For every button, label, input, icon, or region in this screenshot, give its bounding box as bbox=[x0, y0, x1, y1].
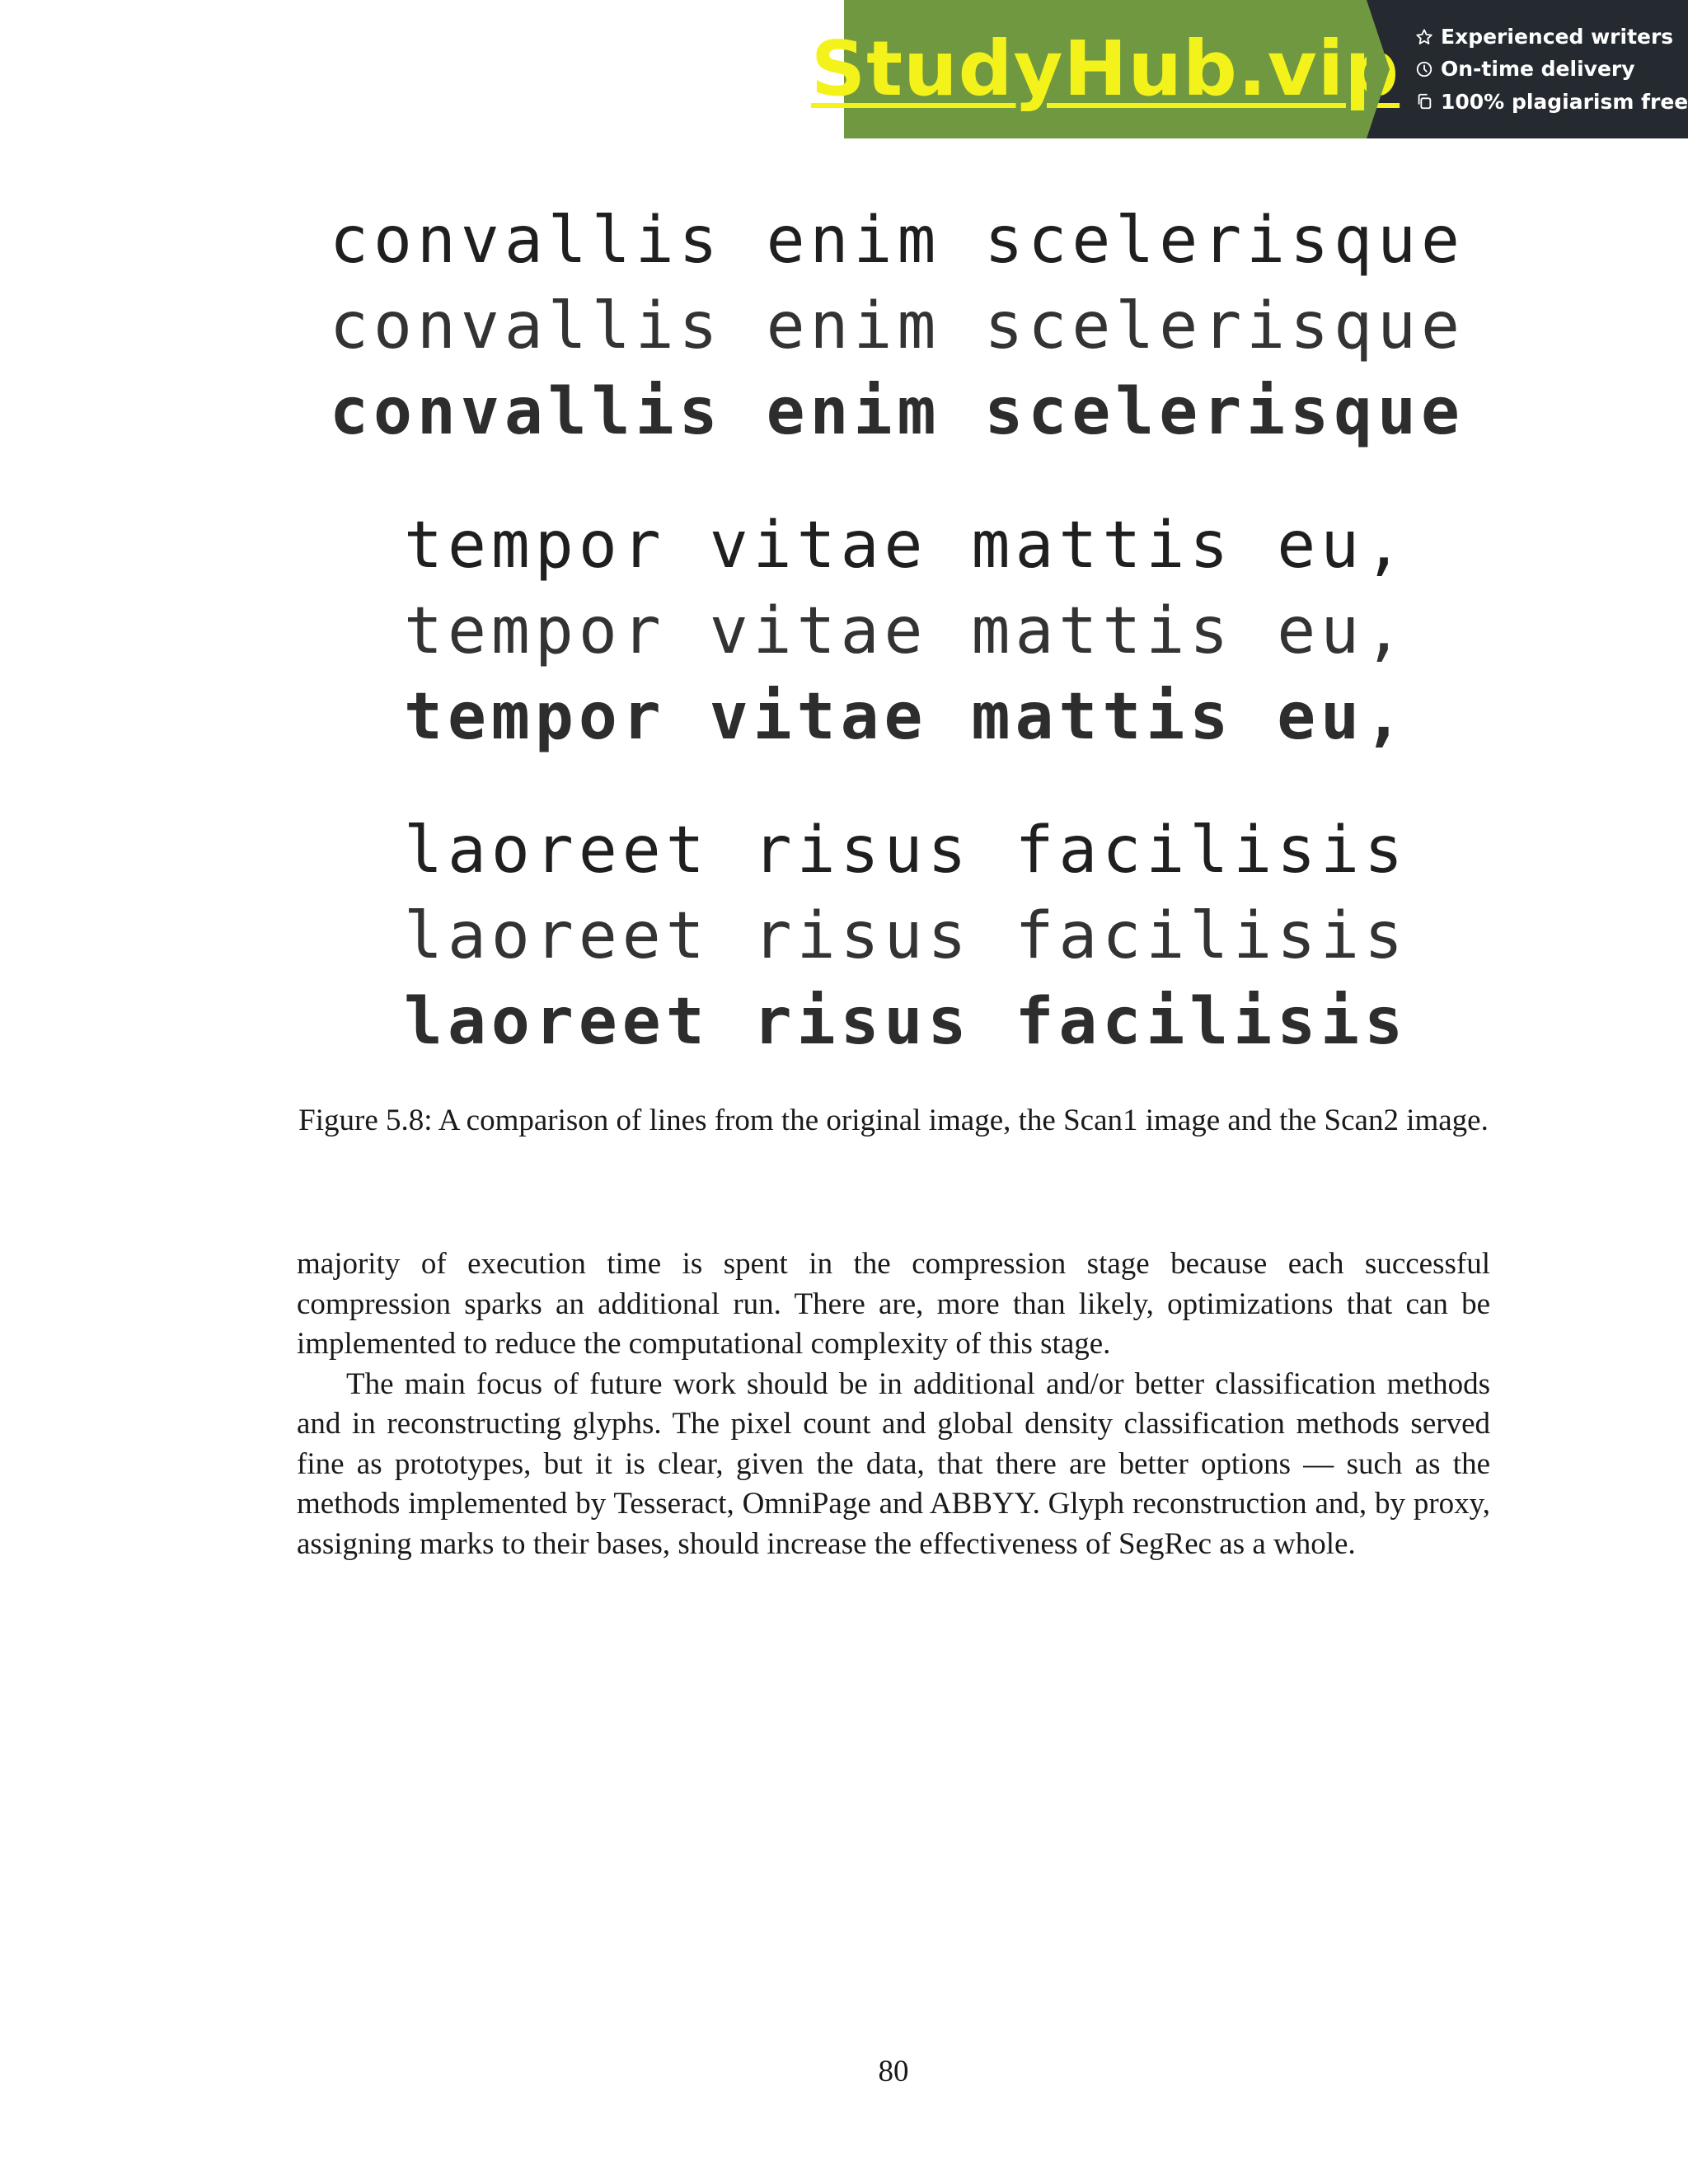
body-text bbox=[297, 1244, 1490, 1564]
scan2-line: convallis enim scelerisque bbox=[330, 375, 1465, 449]
paragraph: The main focus of future work should be in additional and/or better classification methods and in reconstructing glyphs. The pixel count and global density classification methods served fine as prototypes, but it is clear, given the data, that there are better options — such as the methods implemented by Tesseract, OmniPage and ABBYY. Glyph reconstruction and, by proxy, assigning marks to their bases, should increase the effectiveness of SegRec as a whole. bbox=[297, 1366, 1490, 1561]
feature-on-time-delivery bbox=[1414, 56, 1688, 82]
star-icon bbox=[1414, 27, 1434, 47]
figure-5-8 bbox=[297, 198, 1490, 1063]
scan1-line: convallis enim scelerisque bbox=[330, 289, 1465, 363]
original-line: convallis enim scelerisque bbox=[330, 204, 1465, 278]
original-line: laoreet risus facilisis bbox=[404, 813, 1409, 888]
feature-label: On-time delivery bbox=[1441, 57, 1635, 82]
feature-plagiarism-free bbox=[1414, 89, 1688, 115]
comparison-group-1 bbox=[330, 198, 1523, 455]
studyhub-logo[interactable] bbox=[810, 0, 1400, 138]
scan2-line: tempor vitae mattis eu, bbox=[404, 680, 1409, 754]
copy-icon bbox=[1414, 91, 1434, 111]
feature-experienced-writers bbox=[1414, 24, 1688, 49]
feature-label: Experienced writers bbox=[1441, 25, 1674, 49]
page-number: 80 bbox=[878, 2055, 909, 2088]
studyhub-banner[interactable] bbox=[810, 0, 1688, 138]
figure-caption: Figure 5.8: A comparison of lines from the original image, the Scan1 image and the Scan2 image. bbox=[298, 1104, 1489, 1137]
scan2-line: laoreet risus facilisis bbox=[404, 985, 1409, 1059]
scan1-line: laoreet risus facilisis bbox=[404, 899, 1409, 973]
comparison-group-3 bbox=[404, 808, 1597, 1065]
feature-label: 100% plagiarism free bbox=[1441, 89, 1688, 114]
comparison-group-2 bbox=[404, 503, 1597, 760]
scan1-line: tempor vitae mattis eu, bbox=[404, 594, 1409, 668]
logo-text: StudyHub.vip bbox=[810, 25, 1400, 113]
banner-features bbox=[1367, 0, 1688, 138]
paragraph: majority of execution time is spent in the compression stage because each successful compression sparks an additional run. There are, more than likely, optimizations that can be implemented to reduce the computational complexity of this stage. bbox=[297, 1247, 1490, 1361]
original-line: tempor vitae mattis eu, bbox=[404, 509, 1409, 583]
clock-icon bbox=[1414, 59, 1434, 79]
